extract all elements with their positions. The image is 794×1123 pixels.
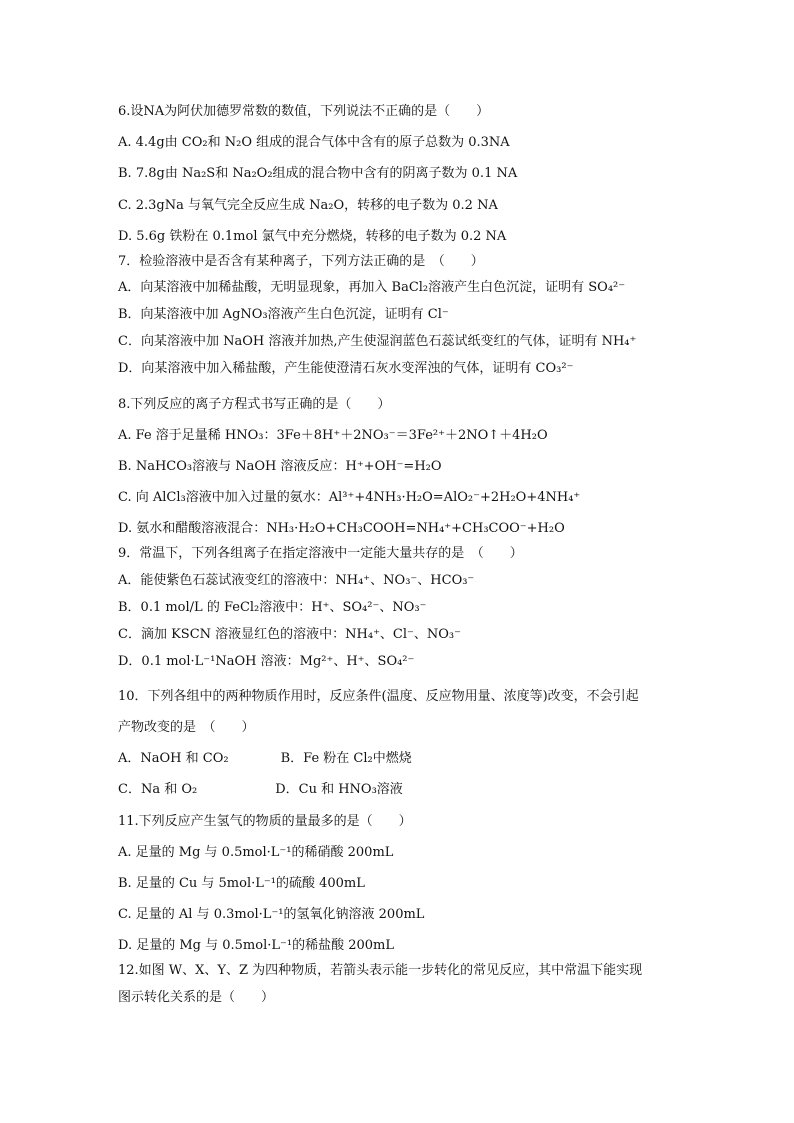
options-10cd: C．Na 和 O₂ D．Cu 和 HNO₃溶液	[118, 782, 403, 797]
question-12-stem: 12.如图 W、X、Y、Z 为四种物质，若箭头表示能一步转化的常见反应，其中常温下能实现	[118, 963, 643, 978]
option-8a: A. Fe 溶于足量稀 HNO₃：3Fe＋8H⁺＋2NO₃⁻＝3Fe²⁺＋2NO↑＋4H₂O	[118, 428, 548, 443]
option-6c: C. 2.3gNa 与氧气完全反应生成 Na₂O，转移的电子数为 0.2 NA	[118, 198, 498, 213]
option-11d: D. 足量的 Mg 与 0.5mol·L⁻¹的稀盐酸 200mL	[118, 938, 394, 953]
option-9d: D．0.1 mol·L⁻¹NaOH 溶液：Mg²⁺、H⁺、SO₄²⁻	[118, 654, 415, 669]
question-10-stem-cont: 产物改变的是 （ ）	[118, 720, 255, 735]
question-12-stem-cont: 图示转化关系的是（ ）	[118, 990, 275, 1005]
question-11-stem: 11.下列反应产生氢气的物质的量最多的是（ ）	[118, 814, 412, 829]
option-6d: D. 5.6g 铁粉在 0.1mol 氯气中充分燃烧，转移的电子数为 0.2 NA	[118, 229, 507, 244]
option-6a: A. 4.4g由 CO₂和 N₂O 组成的混合气体中含有的原子总数为 0.3NA	[118, 135, 510, 150]
option-11c: C. 足量的 Al 与 0.3mol·L⁻¹的氢氧化钠溶液 200mL	[118, 907, 425, 922]
option-9c: C．滴加 KSCN 溶液显红色的溶液中：NH₄⁺、Cl⁻、NO₃⁻	[118, 627, 462, 642]
option-11a: A. 足量的 Mg 与 0.5mol·L⁻¹的稀硝酸 200mL	[118, 845, 394, 860]
option-8d: D. 氨水和醋酸溶液混合：NH₃·H₂O+CH₃COOH=NH₄⁺+CH₃COO⁻+H₂O	[118, 521, 565, 536]
option-7a: A．向某溶液中加稀盐酸，无明显现象，再加入 BaCl₂溶液产生白色沉淀，证明有 SO₄²⁻	[118, 280, 626, 295]
option-7c: C．向某溶液中加 NaOH 溶液并加热,产生使湿润蓝色石蕊试纸变红的气体，证明有 NH₄⁺	[118, 334, 637, 349]
option-8b: B. NaHCO₃溶液与 NaOH 溶液反应：H⁺+OH⁻=H₂O	[118, 459, 442, 474]
question-8-stem: 8.下列反应的离子方程式书写正确的是（ ）	[118, 397, 391, 412]
options-10ab: A．NaOH 和 CO₂ B．Fe 粉在 Cl₂中燃烧	[118, 751, 412, 766]
option-7b: B．向某溶液中加 AgNO₃溶液产生白色沉淀，证明有 Cl⁻	[118, 307, 449, 322]
option-9b: B．0.1 mol/L 的 FeCl₂溶液中：H⁺、SO₄²⁻、NO₃⁻	[118, 600, 427, 615]
option-8c: C. 向 AlCl₃溶液中加入过量的氨水：Al³⁺+4NH₃·H₂O=AlO₂⁻+2H₂O+4NH₄⁺	[118, 490, 581, 505]
question-6-stem: 6.设NA为阿伏加德罗常数的数值，下列说法不正确的是（ ）	[118, 104, 490, 119]
question-10-stem: 10．下列各组中的两种物质作用时，反应条件(温度、反应物用量、浓度等)改变，不会引起	[118, 689, 639, 704]
option-11b: B. 足量的 Cu 与 5mol·L⁻¹的硫酸 400mL	[118, 876, 365, 891]
option-9a: A．能使紫色石蕊试液变红的溶液中：NH₄⁺、NO₃⁻、HCO₃⁻	[118, 573, 475, 588]
question-7-stem: 7．检验溶液中是否含有某种离子，下列方法正确的是 （ ）	[118, 254, 484, 269]
question-9-stem: 9．常温下，下列各组离子在指定溶液中一定能大量共存的是 （ ）	[118, 546, 523, 561]
option-7d: D．向某溶液中加入稀盐酸，产生能使澄清石灰水变浑浊的气体，证明有 CO₃²⁻	[118, 361, 574, 376]
option-6b: B. 7.8g由 Na₂S和 Na₂O₂组成的混合物中含有的阴离子数为 0.1 NA	[118, 166, 518, 181]
